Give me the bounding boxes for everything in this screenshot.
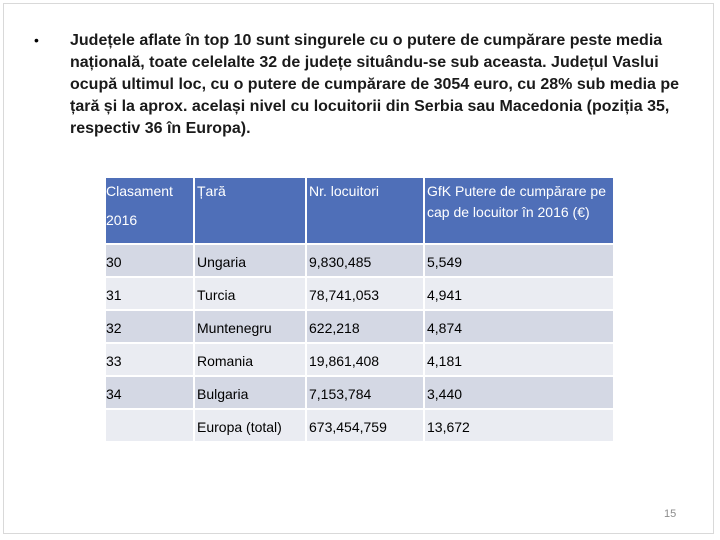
header-population bbox=[307, 178, 425, 245]
header-country-label: Țară bbox=[197, 183, 226, 199]
body-paragraph: Județele aflate în top 10 sunt singurele cu o putere de cumpărare peste media națională, toate celelalte 32 de județe situându-se sub aceasta. Județul Vaslui ocupă ultimul loc, cu o putere de cumpărare de 3054 euro, cu 28% sub media pe țară și la aprox. același nivel cu locuitorii din Serbia sau Macedonia (poziția 35, respectiv 36 în Europa). bbox=[70, 32, 680, 137]
cell-purchasing-power: 5,549 bbox=[425, 245, 615, 278]
table-row bbox=[106, 311, 615, 344]
cell-country: Ungaria bbox=[195, 245, 307, 278]
cell-population: 19,861,408 bbox=[307, 344, 425, 377]
cell-country: Europa (total) bbox=[195, 410, 307, 443]
cell-purchasing-power: 3,440 bbox=[425, 377, 615, 410]
cell-rank bbox=[106, 410, 195, 443]
page-number: 15 bbox=[664, 508, 677, 520]
cell-rank: 32 bbox=[106, 311, 195, 344]
header-rank bbox=[106, 178, 195, 245]
table-row-total bbox=[106, 410, 615, 443]
table-row bbox=[106, 245, 615, 278]
cell-rank: 30 bbox=[106, 245, 195, 278]
cell-country: Bulgaria bbox=[195, 377, 307, 410]
header-year-label: 2016 bbox=[106, 212, 138, 228]
purchasing-power-table bbox=[106, 178, 615, 443]
header-purchasing-power bbox=[425, 178, 615, 245]
bullet-marker: • bbox=[34, 32, 39, 48]
cell-rank: 31 bbox=[106, 278, 195, 311]
cell-population: 622,218 bbox=[307, 311, 425, 344]
cell-population: 9,830,485 bbox=[307, 245, 425, 278]
header-country bbox=[195, 178, 307, 245]
cell-purchasing-power: 13,672 bbox=[425, 410, 615, 443]
cell-population: 673,454,759 bbox=[307, 410, 425, 443]
cell-purchasing-power: 4,941 bbox=[425, 278, 615, 311]
cell-purchasing-power: 4,874 bbox=[425, 311, 615, 344]
header-rank-label: Clasament bbox=[106, 183, 173, 199]
table-row bbox=[106, 344, 615, 377]
cell-rank: 33 bbox=[106, 344, 195, 377]
cell-country: Romania bbox=[195, 344, 307, 377]
cell-population: 7,153,784 bbox=[307, 377, 425, 410]
cell-population: 78,741,053 bbox=[307, 278, 425, 311]
table-header-row bbox=[106, 178, 615, 245]
cell-purchasing-power: 4,181 bbox=[425, 344, 615, 377]
cell-country: Muntenegru bbox=[195, 311, 307, 344]
cell-country: Turcia bbox=[195, 278, 307, 311]
table-row bbox=[106, 377, 615, 410]
table-row bbox=[106, 278, 615, 311]
header-population-label: Nr. locuitori bbox=[309, 183, 380, 199]
header-purchasing-power-label: GfK Putere de cumpărare pe cap de locuitor în 2016 (€) bbox=[427, 183, 606, 220]
cell-rank: 34 bbox=[106, 377, 195, 410]
